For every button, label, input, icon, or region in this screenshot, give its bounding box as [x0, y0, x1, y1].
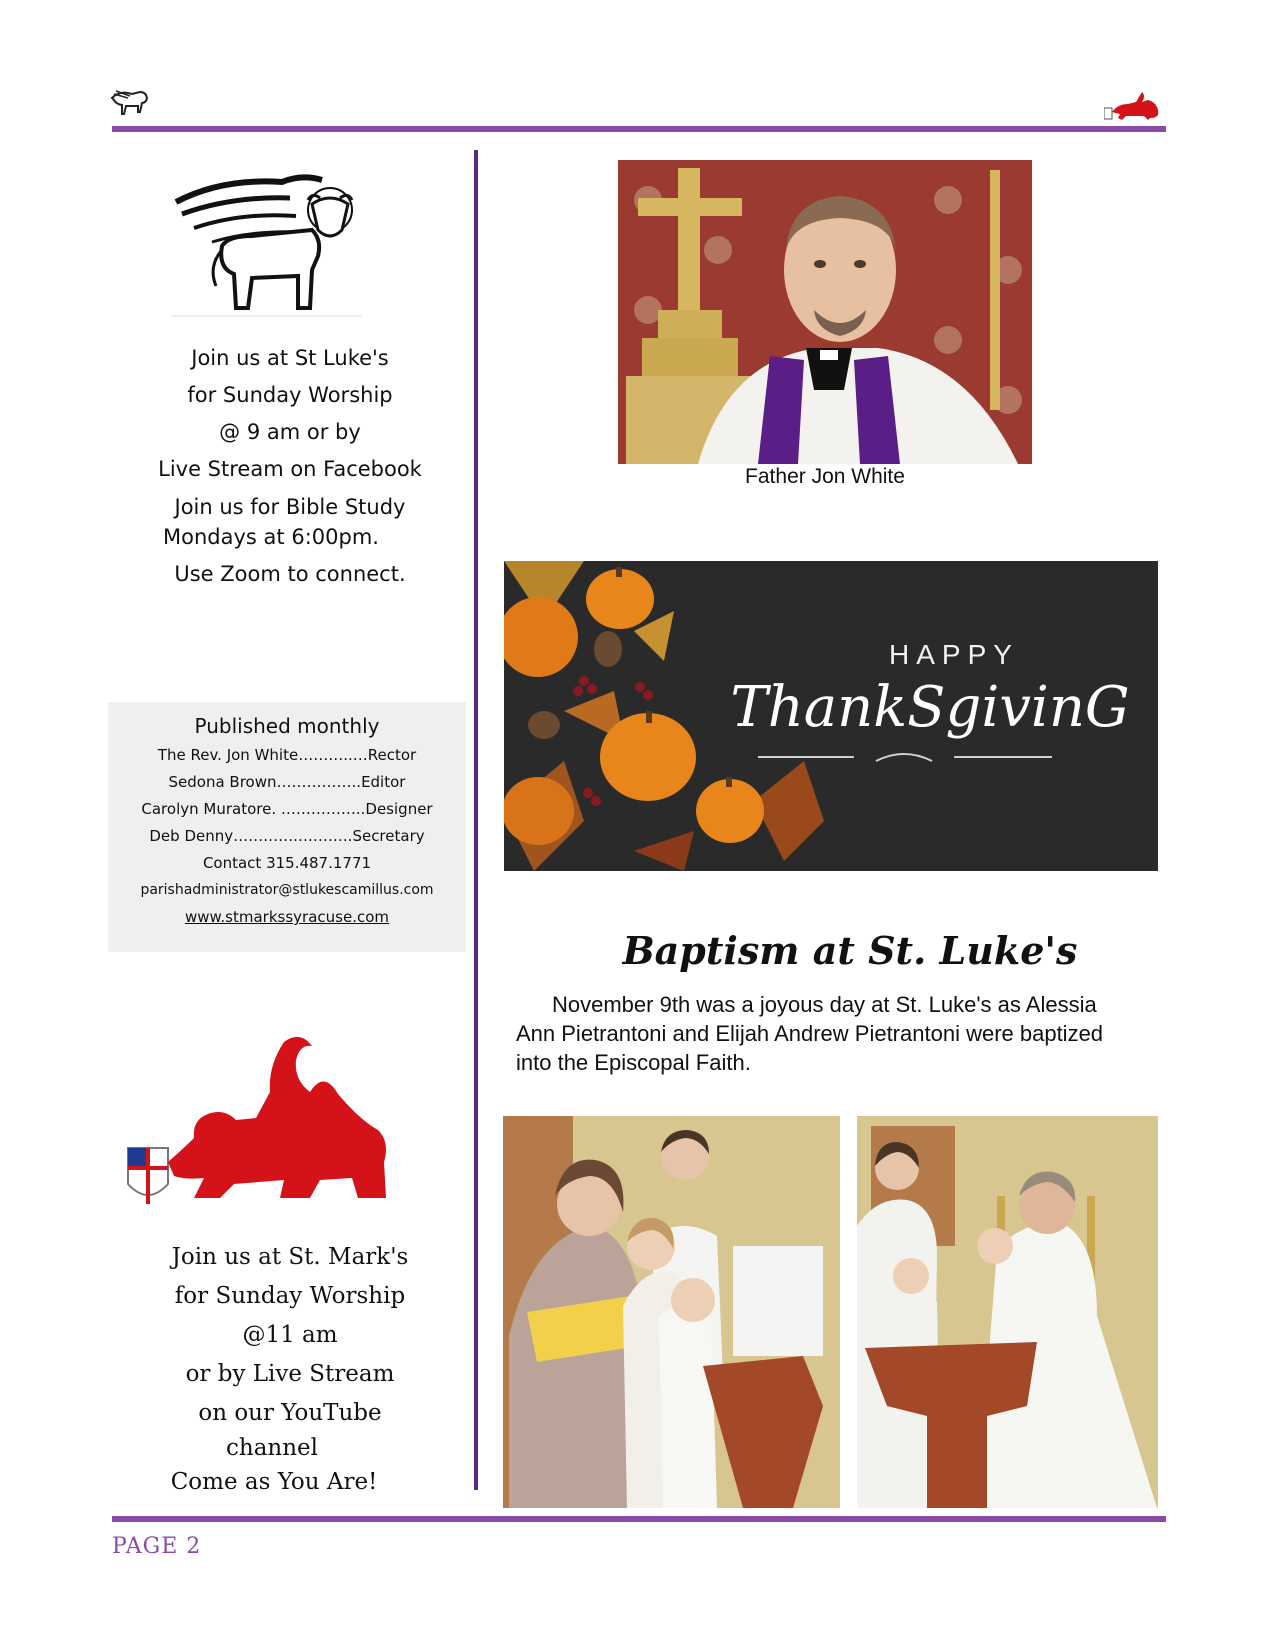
staff-role: Designer	[365, 800, 433, 818]
st-marks-line-4: or by Live Stream	[185, 1361, 395, 1387]
staff-line	[108, 823, 466, 850]
banner-happy-text: HAPPY	[889, 639, 1019, 670]
st-marks-line-3: @11 am	[242, 1322, 338, 1348]
st-marks-invitation	[140, 1238, 440, 1502]
banner-thanksgiving-text: ThankSgivinG	[730, 675, 1130, 740]
staff-dots: . ……………..	[271, 800, 366, 818]
contact-phone: Contact 315.487.1771	[202, 854, 372, 872]
baptism-photo-2	[857, 1116, 1158, 1508]
st-marks-line-1: Join us at St. Mark's	[171, 1244, 409, 1270]
st-lukes-line-4: Live Stream on Facebook	[158, 457, 422, 481]
header-ox-logo	[110, 88, 150, 122]
st-lukes-invitation	[140, 340, 440, 593]
staff-role: Rector	[367, 746, 417, 764]
publication-info-box	[108, 702, 466, 952]
staff-dots: ……………..	[276, 773, 362, 791]
staff-dots: ………….………..	[233, 827, 353, 845]
staff-line	[108, 769, 466, 796]
st-lukes-line-3: @ 9 am or by	[219, 420, 361, 444]
winged-ox-icon	[172, 170, 368, 320]
baptism-photo-2-art	[857, 1116, 1158, 1508]
st-marks-line-2: for Sunday Worship	[174, 1283, 406, 1309]
bottom-rule	[112, 1516, 1166, 1522]
baptism-photo-1-art	[503, 1116, 840, 1508]
winged-ox-icon	[110, 88, 150, 122]
st-lukes-line-2: for Sunday Worship	[187, 383, 393, 407]
st-lukes-line-6: Mondays at 6:00pm.	[163, 525, 379, 549]
publication-title: Published monthly	[194, 714, 380, 738]
header-lion-logo	[1104, 90, 1162, 124]
thanksgiving-banner	[504, 561, 1158, 871]
rector-photo	[618, 160, 1032, 464]
page-number: PAGE 2	[112, 1534, 202, 1559]
baptism-body	[516, 990, 1126, 1077]
column-divider	[474, 150, 478, 1490]
staff-name: Carolyn Muratore	[141, 800, 272, 818]
red-lion-icon	[1104, 90, 1162, 124]
rector-caption: Father Jon White	[745, 465, 905, 488]
website-link[interactable]: www.stmarkssyracuse.com	[184, 908, 390, 926]
st-marks-line-5: on our YouTube	[198, 1400, 382, 1426]
st-lukes-line-5: Join us for Bible Study	[174, 495, 406, 519]
baptism-body-text: November 9th was a joyous day at St. Luke's as Alessia Ann Pietrantoni and Elijah Andrew Pietrantoni were baptized into the Episcopal Faith.	[516, 992, 1104, 1075]
st-marks-line-7: Come as You Are!	[170, 1469, 378, 1495]
staff-line	[108, 796, 466, 823]
staff-line	[108, 742, 466, 769]
staff-name: The Rev. Jon White	[157, 746, 299, 764]
episcopal-lion-illustration	[124, 1030, 404, 1210]
contact-email[interactable]: parishadministrator@stlukescamillus.com	[140, 882, 434, 898]
st-lukes-line-7: Use Zoom to connect.	[174, 562, 406, 586]
staff-name: Sedona Brown	[168, 773, 277, 791]
winged-ox-illustration	[172, 170, 368, 320]
top-rule	[112, 126, 1166, 132]
red-lion-icon	[124, 1030, 404, 1210]
rector-portrait	[618, 160, 1032, 464]
baptism-photo-1	[503, 1116, 840, 1508]
staff-role: Secretary	[352, 827, 425, 845]
baptism-title: Baptism at St. Luke's	[622, 928, 1078, 973]
st-marks-line-6: channel	[226, 1435, 318, 1461]
staff-dots: ………..…	[298, 746, 368, 764]
st-lukes-line-1: Join us at St Luke's	[191, 346, 389, 370]
staff-role: Editor	[361, 773, 406, 791]
staff-name: Deb Denny	[149, 827, 234, 845]
